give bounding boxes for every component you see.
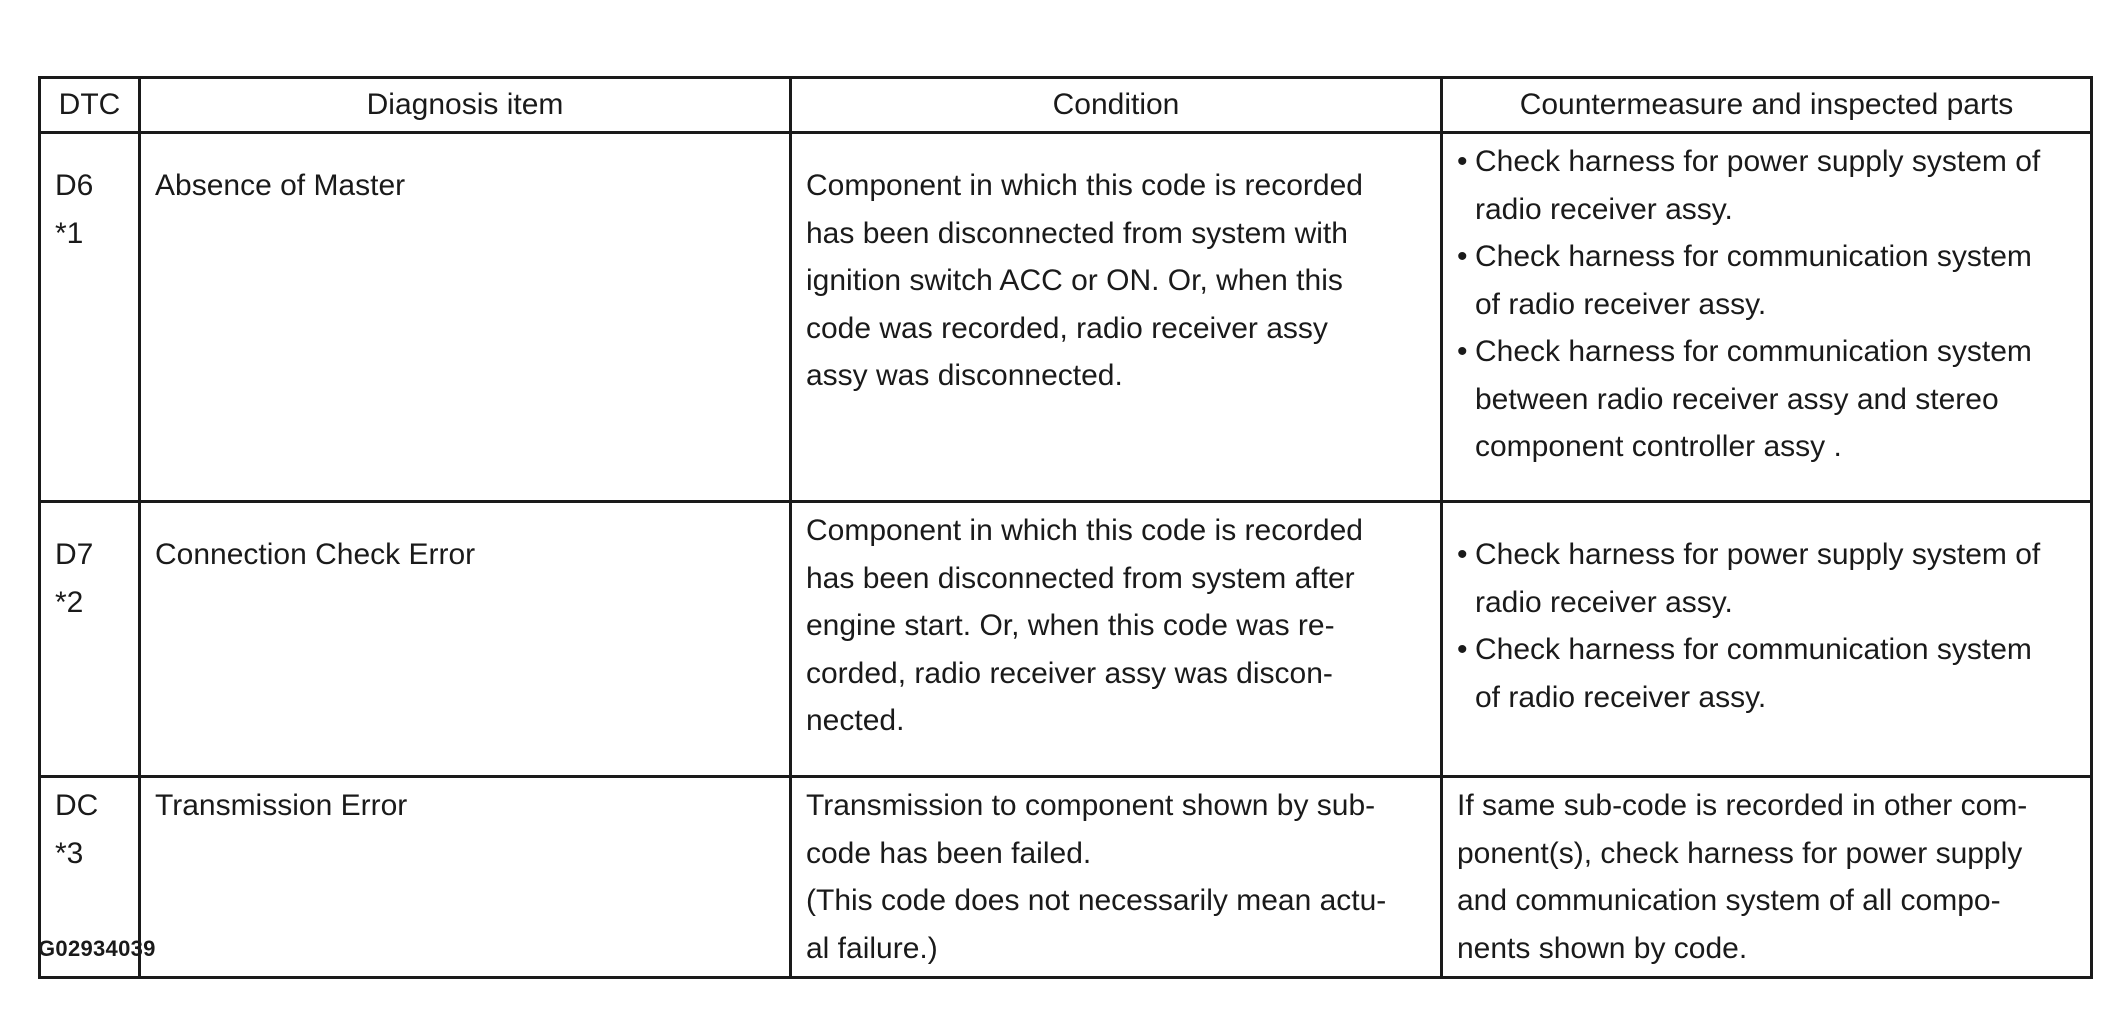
countermeasure-cell [1442,502,2092,777]
condition-line: has been disconnected from system with [806,216,1348,250]
condition-line: engine start. Or, when this code was re- [806,609,1335,642]
table-row [40,502,2092,777]
dtc-code: D6 [55,169,94,202]
condition-cell [791,502,1442,777]
condition-line: Component in which this code is recorded [806,514,1363,547]
countermeasure-line: of radio receiver assy. [1475,287,1767,321]
bullet-icon: • [1457,633,1468,666]
countermeasure-cell [1442,133,2092,502]
countermeasure-item [1457,328,2078,471]
condition-line: ignition switch ACC or ON. Or, when this [806,264,1343,297]
countermeasure-item [1457,233,2078,328]
dtc-note: *1 [55,216,84,250]
countermeasure-line: radio receiver assy. [1475,585,1733,619]
dtc-code: DC [55,789,99,822]
diagnosis-item-cell [140,502,791,777]
diagnosis-item-cell [140,777,791,978]
condition-line: assy was disconnected. [806,359,1123,392]
countermeasure-line: radio receiver assy. [1475,192,1733,226]
countermeasure-line: If same sub-code is recorded in other com- [1457,789,2028,822]
countermeasure-line: Check harness for communication system [1475,335,2032,368]
countermeasure-line: ponent(s), check harness for power supply [1457,836,2023,870]
header-countermeasure: Countermeasure and inspected parts [1442,78,2092,133]
countermeasure-line: nents shown by code. [1457,931,1748,965]
countermeasure-line: Check harness for power supply system of [1475,538,2041,571]
dtc-table [38,76,2093,979]
header-condition: Condition [791,78,1442,133]
condition-line: code was recorded, radio receiver assy [806,311,1328,345]
dtc-code: D7 [55,538,94,571]
dtc-note: *2 [55,585,84,619]
condition-cell [791,777,1442,978]
countermeasure-item [1457,531,2078,626]
countermeasure-line: Check harness for communication system [1475,633,2032,666]
condition-cell [791,133,1442,502]
dtc-note: *3 [55,836,84,870]
diagnosis-item: Connection Check Error [155,538,476,571]
diagnosis-item: Transmission Error [155,789,408,822]
header-row [40,78,2092,133]
countermeasure-list [1457,531,2078,721]
diagnosis-item-cell [140,133,791,502]
condition-line: al failure.) [806,931,938,965]
header-dtc: DTC [40,78,140,133]
dtc-cell [40,502,140,777]
bullet-icon: • [1457,538,1468,571]
countermeasure-cell [1442,777,2092,978]
condition-line: Component in which this code is recorded [806,169,1363,202]
bullet-icon: • [1457,335,1468,368]
figure-id: G02934039 [38,936,156,961]
countermeasure-item [1457,626,2078,721]
countermeasure-line: Check harness for communication system [1475,240,2032,273]
condition-line: (This code does not necessarily mean actu- [806,884,1387,917]
countermeasure-line: Check harness for power supply system of [1475,145,2041,178]
countermeasure-line: between radio receiver assy and stereo [1475,382,1999,416]
countermeasure-list [1457,138,2078,471]
table-row [40,777,2092,978]
countermeasure-line: and communication system of all compo- [1457,884,2001,917]
condition-line: nected. [806,704,905,737]
condition-line: corded, radio receiver assy was discon- [806,656,1333,690]
countermeasure-line: component controller assy . [1475,430,1842,463]
diagnosis-item: Absence of Master [155,169,406,202]
countermeasure-line: of radio receiver assy. [1475,680,1767,714]
condition-line: code has been failed. [806,836,1092,870]
bullet-icon: • [1457,240,1468,273]
bullet-icon: • [1457,145,1468,178]
header-diagnosis-item: Diagnosis item [140,78,791,133]
dtc-cell [40,133,140,502]
condition-line: Transmission to component shown by sub- [806,789,1376,822]
countermeasure-item [1457,138,2078,233]
condition-line: has been disconnected from system after [806,561,1355,595]
table-row [40,133,2092,502]
